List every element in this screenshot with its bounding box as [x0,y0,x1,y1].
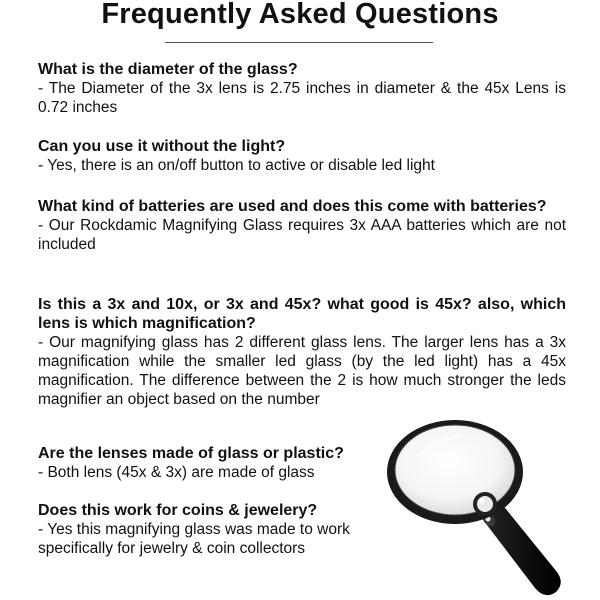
faq-question: What kind of batteries are used and does this come with batteries? [38,198,547,215]
faq-answer: - Yes this magnifying glass was made to work specifically for jewelry & coin collectors [38,521,350,557]
title-divider [165,42,433,43]
faq-answer: - Our Rockdamic Magnifying Glass requires 3x AAA batteries which are not included [38,217,566,253]
faq-question: What is the diameter of the glass? [38,61,298,78]
magnifying-glass-icon [385,420,595,600]
faq-question: Can you use it without the light? [38,138,286,155]
faq-item-diameter [38,60,566,117]
faq-answer: - Yes, there is an on/off button to active or disable led light [38,157,435,174]
faq-item-batteries [38,197,566,254]
faq-answer: - Our magnifying glass has 2 different glass lens. The larger lens has a 3x magnification while the smaller led glass (by the led light) has a 45x magnification. The difference between the 2 is how much stronger the leds magnifier an object based on the number [38,334,566,408]
faq-item-coins [38,501,398,558]
faq-answer: - Both lens (45x & 3x) are made of glass [38,464,315,481]
faq-question: Does this work for coins & jewelery? [38,502,318,519]
page-title: Frequently Asked Questions [101,0,499,30]
faq-item-magnification [38,295,566,409]
faq-question: Is this a 3x and 10x, or 3x and 45x? what good is 45x? also, which lens is which magnification? [38,296,566,332]
faq-item-light [38,137,566,175]
faq-answer: - The Diameter of the 3x lens is 2.75 inches in diameter & the 45x Lens is 0.72 inches [38,80,566,116]
faq-question: Are the lenses made of glass or plastic? [38,445,344,462]
